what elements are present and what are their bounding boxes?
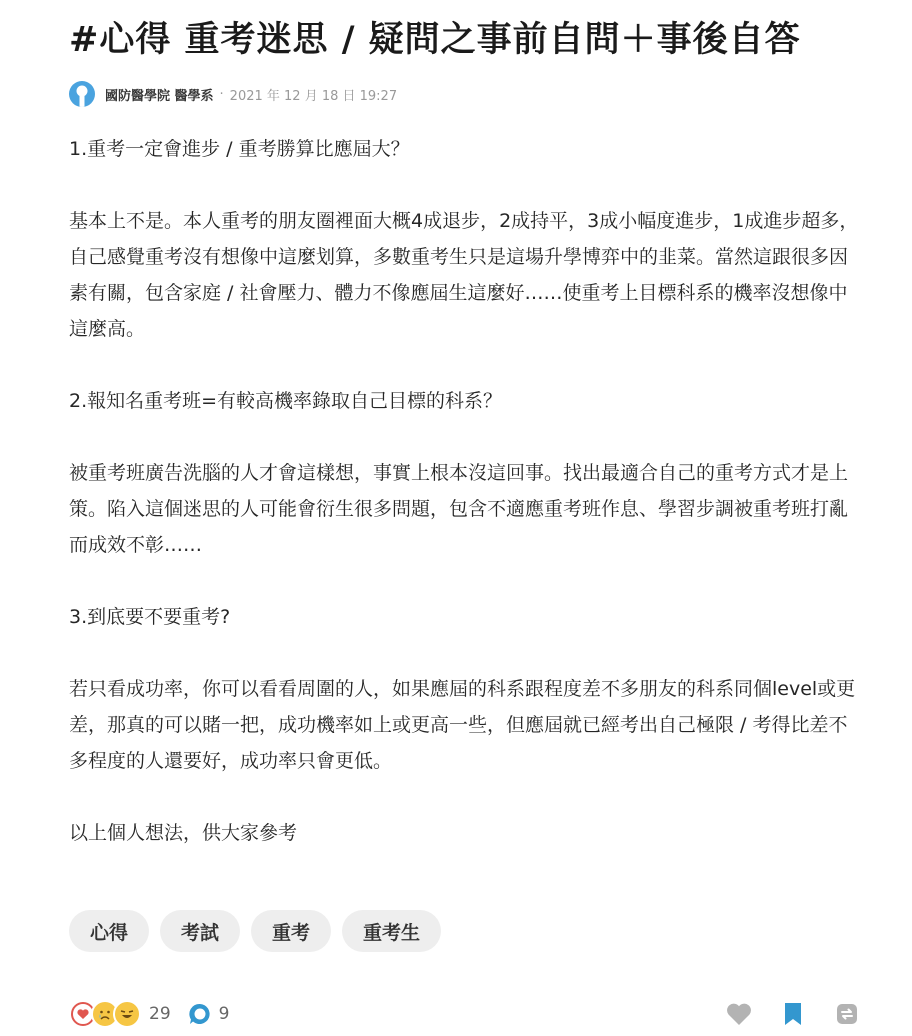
meta-separator: · — [219, 86, 224, 102]
avatar[interactable] — [69, 81, 95, 107]
post-footer — [69, 996, 862, 1032]
share-button[interactable] — [832, 999, 862, 1029]
tag-chip[interactable]: 考試 — [160, 910, 240, 952]
paragraph-question-3: 3.到底要不要重考? — [69, 606, 231, 628]
post-actions — [724, 999, 862, 1029]
user-icon — [69, 81, 95, 107]
paragraph-question-1: 1.重考一定會進步 / 重考勝算比應屆大？ — [69, 138, 410, 160]
post-timestamp: 2021 年 12 月 18 日 19:27 — [229, 88, 398, 104]
share-icon — [834, 1001, 860, 1027]
paragraph-question-2: 2.報知名重考班=有較高機率錄取自己目標的科系？ — [69, 390, 503, 412]
post-content — [69, 131, 859, 851]
post-meta — [69, 80, 397, 108]
reaction-summary[interactable] — [69, 1000, 171, 1028]
bookmark-button[interactable] — [778, 999, 808, 1029]
heart-icon — [725, 1001, 753, 1027]
tag-chip[interactable]: 心得 — [69, 910, 149, 952]
tag-list — [69, 910, 441, 952]
paragraph-answer-3: 若只看成功率，你可以看看周圍的人，如果應屆的科系跟程度差不多朋友的科系同個level或更差，那真的可以賭一把，成功機率如上或更高一些，但應屆就已經考出自己極限 / 考得比差不多程度的人還要好，成功率只會更低。 — [69, 678, 856, 772]
like-button[interactable] — [724, 999, 754, 1029]
laughing-face-icon — [113, 1000, 141, 1028]
comment-summary[interactable] — [187, 1001, 230, 1027]
paragraph-answer-1: 基本上不是。本人重考的朋友圈裡面大概4成退步，2成持平，3成小幅度進步，1成進步超多，自己感覺重考沒有想像中這麼划算，多數重考生只是這場升學博弈中的韭菜。當然這跟很多因素有關，包含家庭 / 社會壓力、體力不像應屆生這麼好……使重考上目標科系的機率沒想像中這麼高。 — [69, 210, 859, 340]
comment-count: 9 — [218, 1004, 230, 1024]
reaction-count: 29 — [149, 1004, 171, 1024]
post-title: #心得 重考迷思 / 疑問之事前自問＋事後自答 — [69, 20, 801, 60]
comment-icon — [187, 1001, 213, 1027]
bookmark-icon — [782, 1001, 804, 1027]
tag-chip[interactable]: 重考 — [251, 910, 331, 952]
tag-chip[interactable]: 重考生 — [342, 910, 441, 952]
author-name[interactable]: 國防醫學院 醫學系 — [105, 88, 214, 104]
paragraph-closing: 以上個人想法，供大家參考 — [69, 822, 298, 844]
paragraph-answer-2: 被重考班廣告洗腦的人才會這樣想，事實上根本沒這回事。找出最適合自己的重考方式才是上策。陷入這個迷思的人可能會衍生很多問題，包含不適應重考班作息、學習步調被重考班打亂而成效不彰…… — [69, 462, 849, 556]
